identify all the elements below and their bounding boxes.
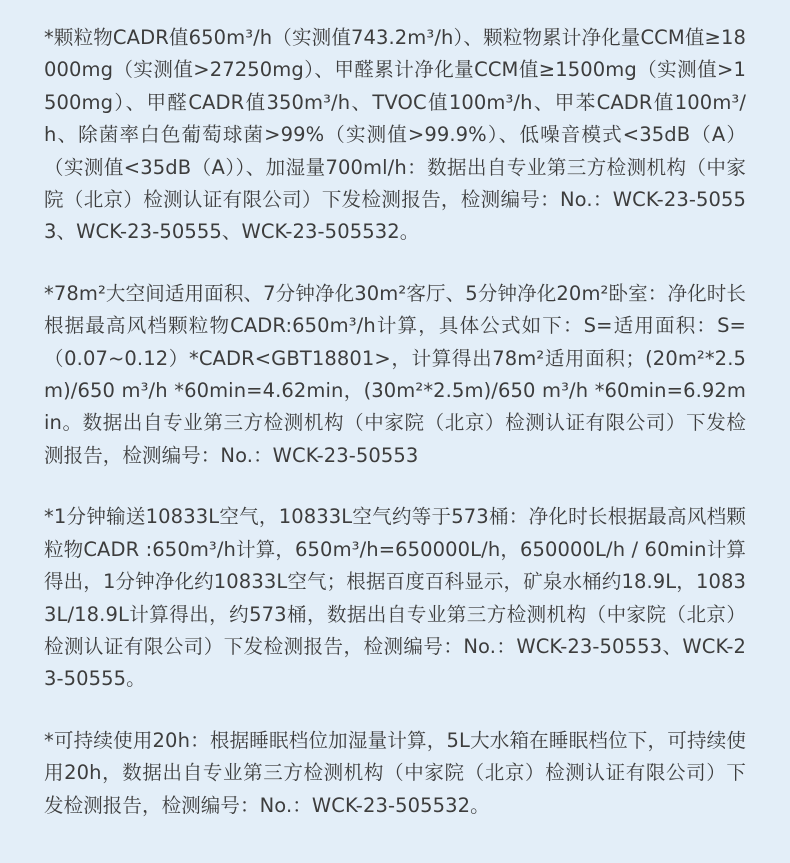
footnote-area-calculation: *78m²大空间适用面积、7分钟净化30m²客厅、5分钟净化20m²卧室：净化时长根据最高风档颗粒物CADR:650m³/h计算，具体公式如下：S=适用面积：S=（0.07~0.12）*CADR<GBT18801>，计算得出78m²适用面积；(20m²*2.5m)/650 m³/h *60min=4.62min，(30m²*2.5m)/650 m³/h *60min=6.92min。数据出自专业第三方检测机构（中家院（北京）检测认证有限公司）下发检测报告，检测编号：No.：WCK-23-50553 — [44, 281, 746, 467]
footnote-particulate-cadr: *颗粒物CADR值650m³/h（实测值743.2m³/h）、颗粒物累计净化量CCM值≥18000mg（实测值>27250mg）、甲醛累计净化量CCM值≥1500mg（实测值>1500mg）、甲醛CADR值350m³/h、TVOC值100m³/h、甲苯CADR值100m³/h、除菌率白色葡萄球菌>99%（实测值>99.9%）、低噪音模式<35dB（A）（实测值<35dB（A））、加湿量700ml/h：数据出自专业第三方检测机构（中家院（北京）检测认证有限公司）下发检测报告，检测编号：No.：WCK-23-50553、WCK-23-50555、WCK-23-505532。 — [44, 26, 746, 244]
footnote-humidifier-runtime: *可持续使用20h：根据睡眠档位加湿量计算，5L大水箱在睡眠档位下，可持续使用20h，数据出自专业第三方检测机构（中家院（北京）检测认证有限公司）下发检测报告，检测编号：No.：WCK-23-505532。 — [44, 728, 746, 817]
footnote-air-volume: *1分钟输送10833L空气，10833L空气约等于573桶：净化时长根据最高风档颗粒物CADR :650m³/h计算，650m³/h=650000L/h，650000L/h / 60min计算得出，1分钟净化约10833L空气；根据百度百科显示，矿泉水桶约18.9L，10833L/18.9L计算得出，约573桶，数据出自专业第三方检测机构（中家院（北京）检测认证有限公司）下发检测报告，检测编号：No.：WCK-23-50553、WCK-23-50555。 — [44, 505, 746, 691]
